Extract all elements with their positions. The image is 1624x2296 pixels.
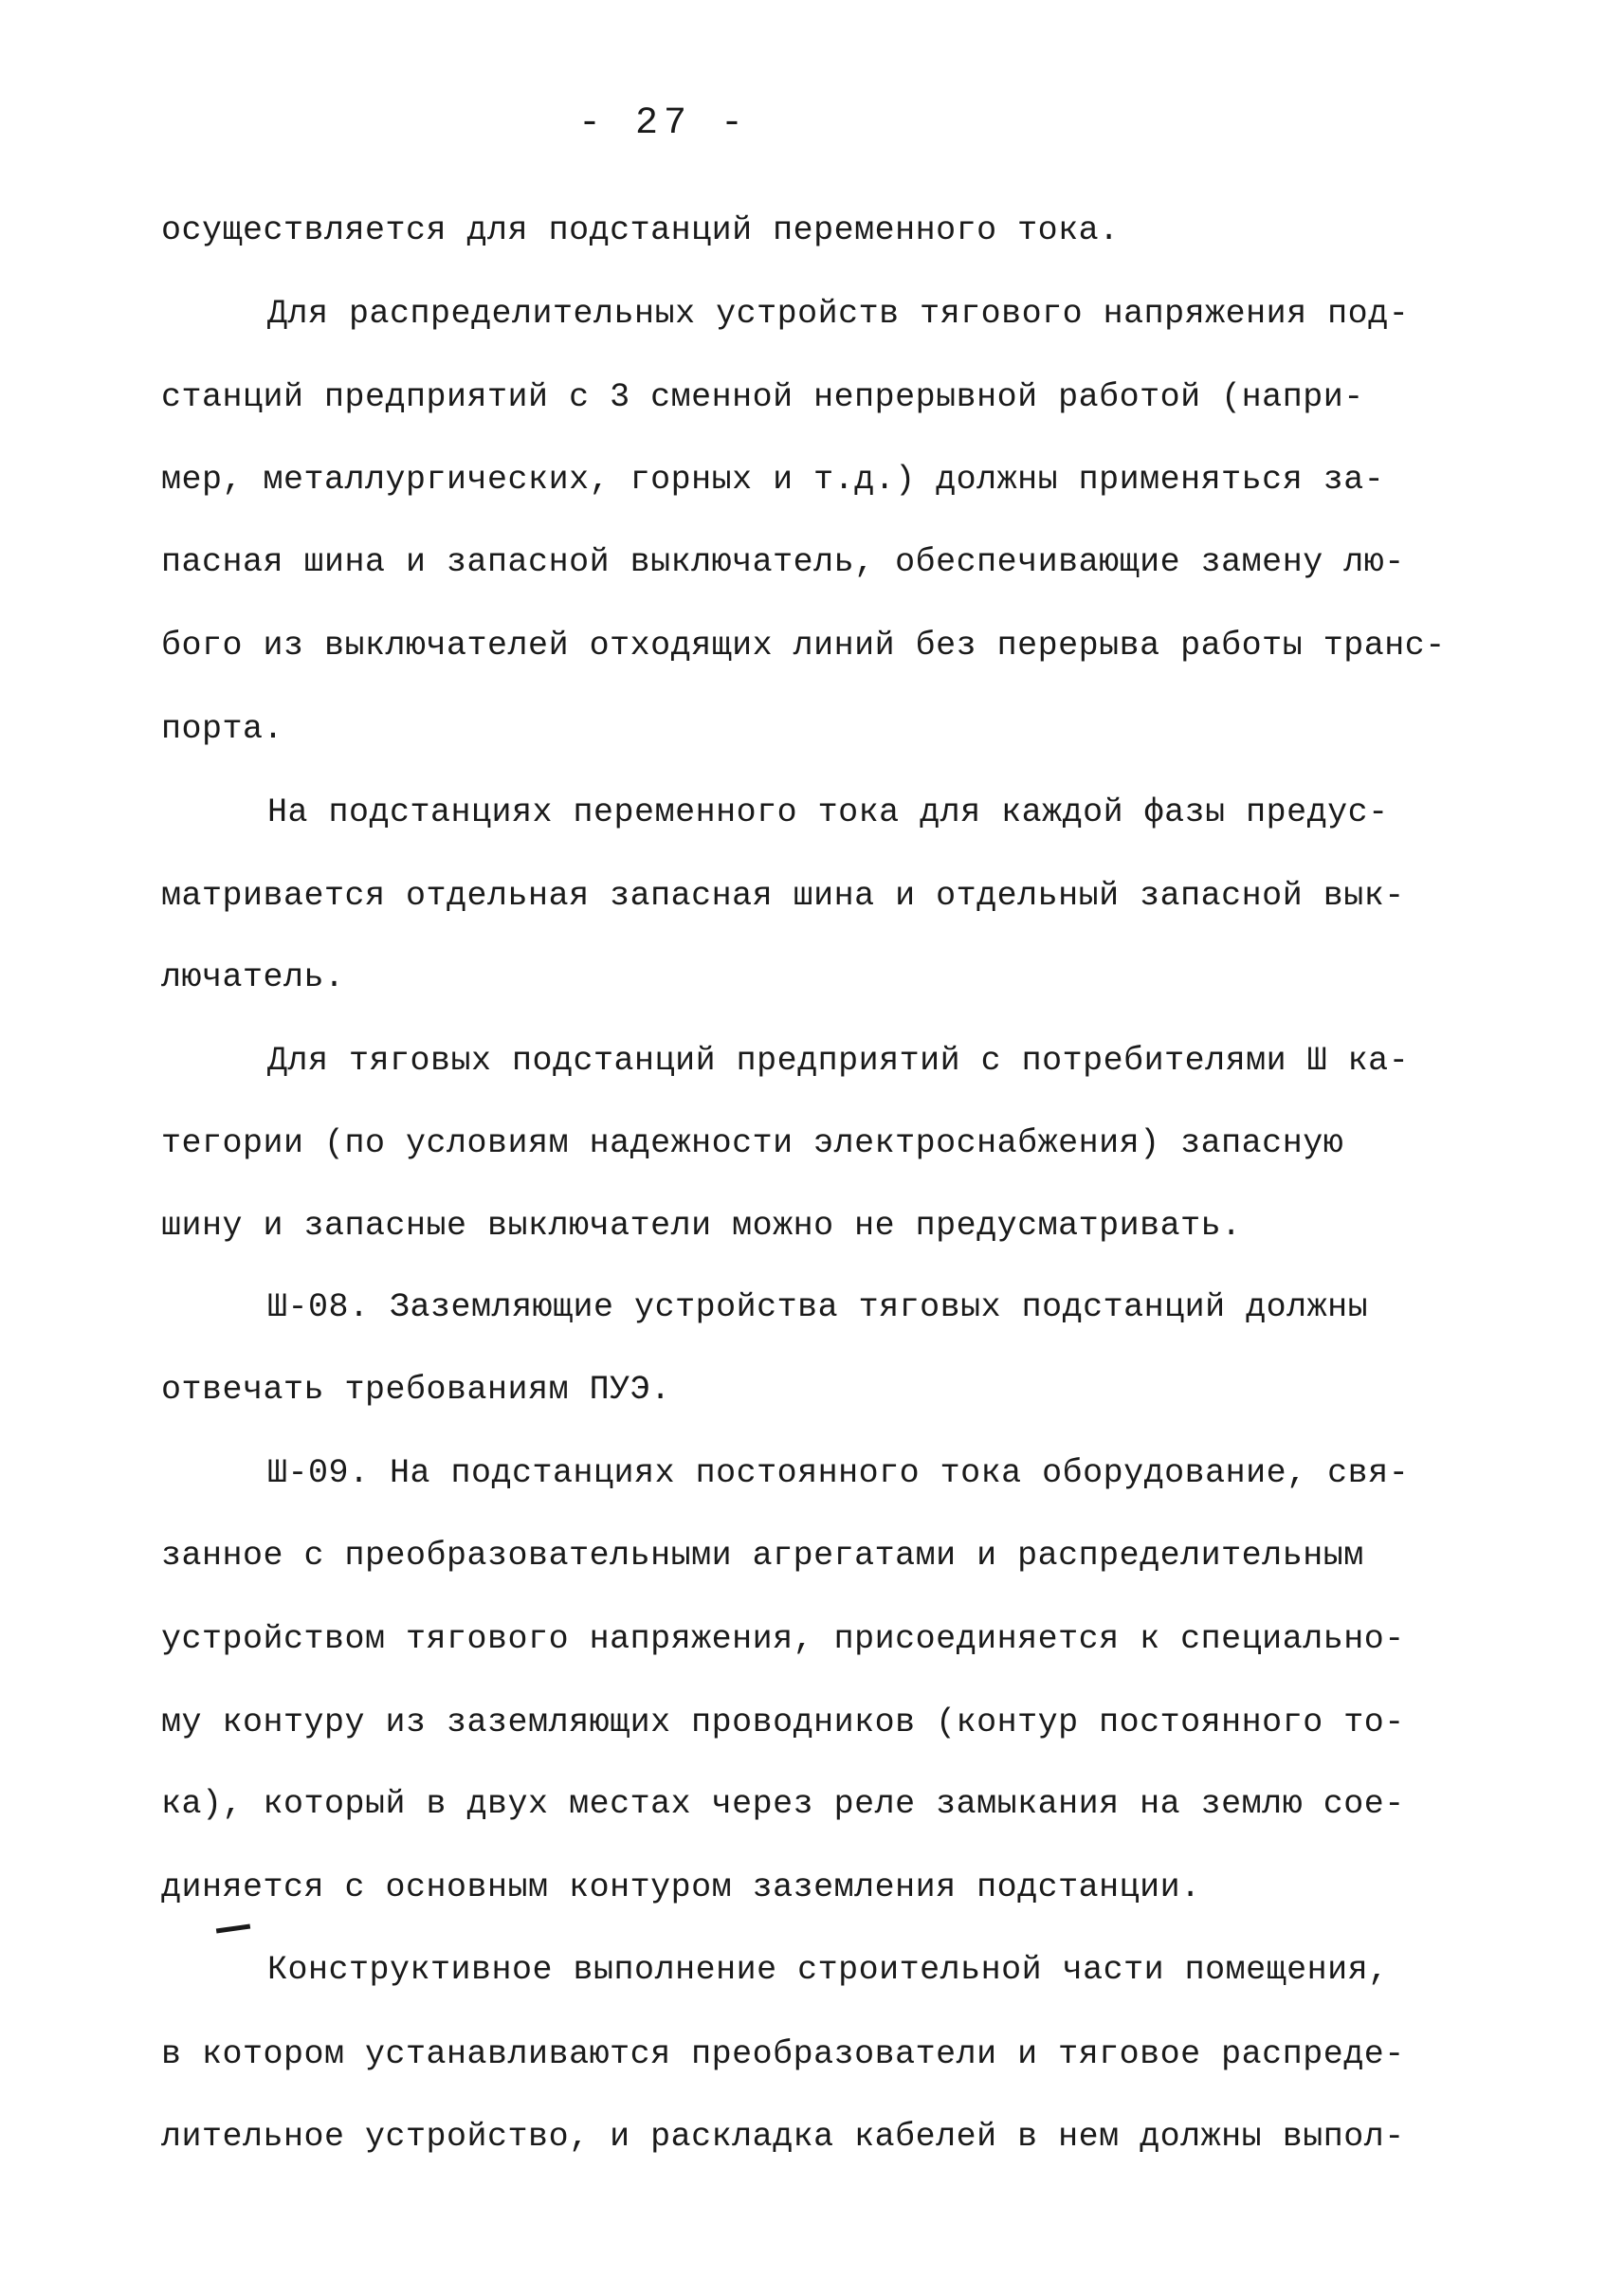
margin-dash-mark xyxy=(216,1924,250,1934)
text-line: станций предприятий с 3 сменной непрерывной работой (напри- xyxy=(161,378,1364,416)
text-line: Для тяговых подстанций предприятий с потребителями Ш ка- xyxy=(267,1042,1410,1080)
text-line: На подстанциях переменного тока для каждой фазы предус- xyxy=(267,793,1389,831)
text-line: занное с преобразовательными агрегатами и распределительным xyxy=(161,1537,1364,1575)
text-line: Ш-08. Заземляющие устройства тяговых подстанций должны xyxy=(267,1288,1369,1326)
text-line: матривается отдельная запасная шина и отдельный запасной вык- xyxy=(161,877,1405,915)
text-line: Конструктивное выполнение строительной части помещения, xyxy=(267,1951,1389,1989)
text-line: лительное устройство, и раскладка кабелей в нем должны выпол- xyxy=(161,2118,1405,2156)
text-line: пасная шина и запасной выключатель, обеспечивающие замену лю- xyxy=(161,543,1405,581)
page-number: - 27 - xyxy=(577,102,750,145)
text-line: устройством тягового напряжения, присоединяется к специально- xyxy=(161,1620,1405,1658)
text-line: му контуру из заземляющих проводников (контур постоянного то- xyxy=(161,1704,1405,1741)
text-line: ка), который в двух местах через реле замыкания на землю сое- xyxy=(161,1785,1405,1823)
text-line: порта. xyxy=(161,710,284,748)
text-line: бого из выключателей отходящих линий без перерыва работы транс- xyxy=(161,627,1446,665)
text-line: осуществляется для подстанций переменного тока. xyxy=(161,211,1120,249)
text-line: Для распределительных устройств тягового напряжения под- xyxy=(267,295,1410,333)
text-line: отвечать требованиям ПУЭ. xyxy=(161,1371,671,1409)
text-line: диняется с основным контуром заземления подстанции. xyxy=(161,1868,1201,1906)
text-line: мер, металлургических, горных и т.д.) должны применяться за- xyxy=(161,461,1385,499)
text-line: в котором устанавливаются преобразователи и тяговое распреде- xyxy=(161,2035,1405,2073)
text-line: лючатель. xyxy=(161,958,345,996)
text-line: тегории (по условиям надежности электроснабжения) запасную xyxy=(161,1124,1344,1162)
text-line: шину и запасные выключатели можно не предусматривать. xyxy=(161,1207,1242,1245)
text-line: Ш-09. На подстанциях постоянного тока оборудование, свя- xyxy=(267,1454,1410,1492)
